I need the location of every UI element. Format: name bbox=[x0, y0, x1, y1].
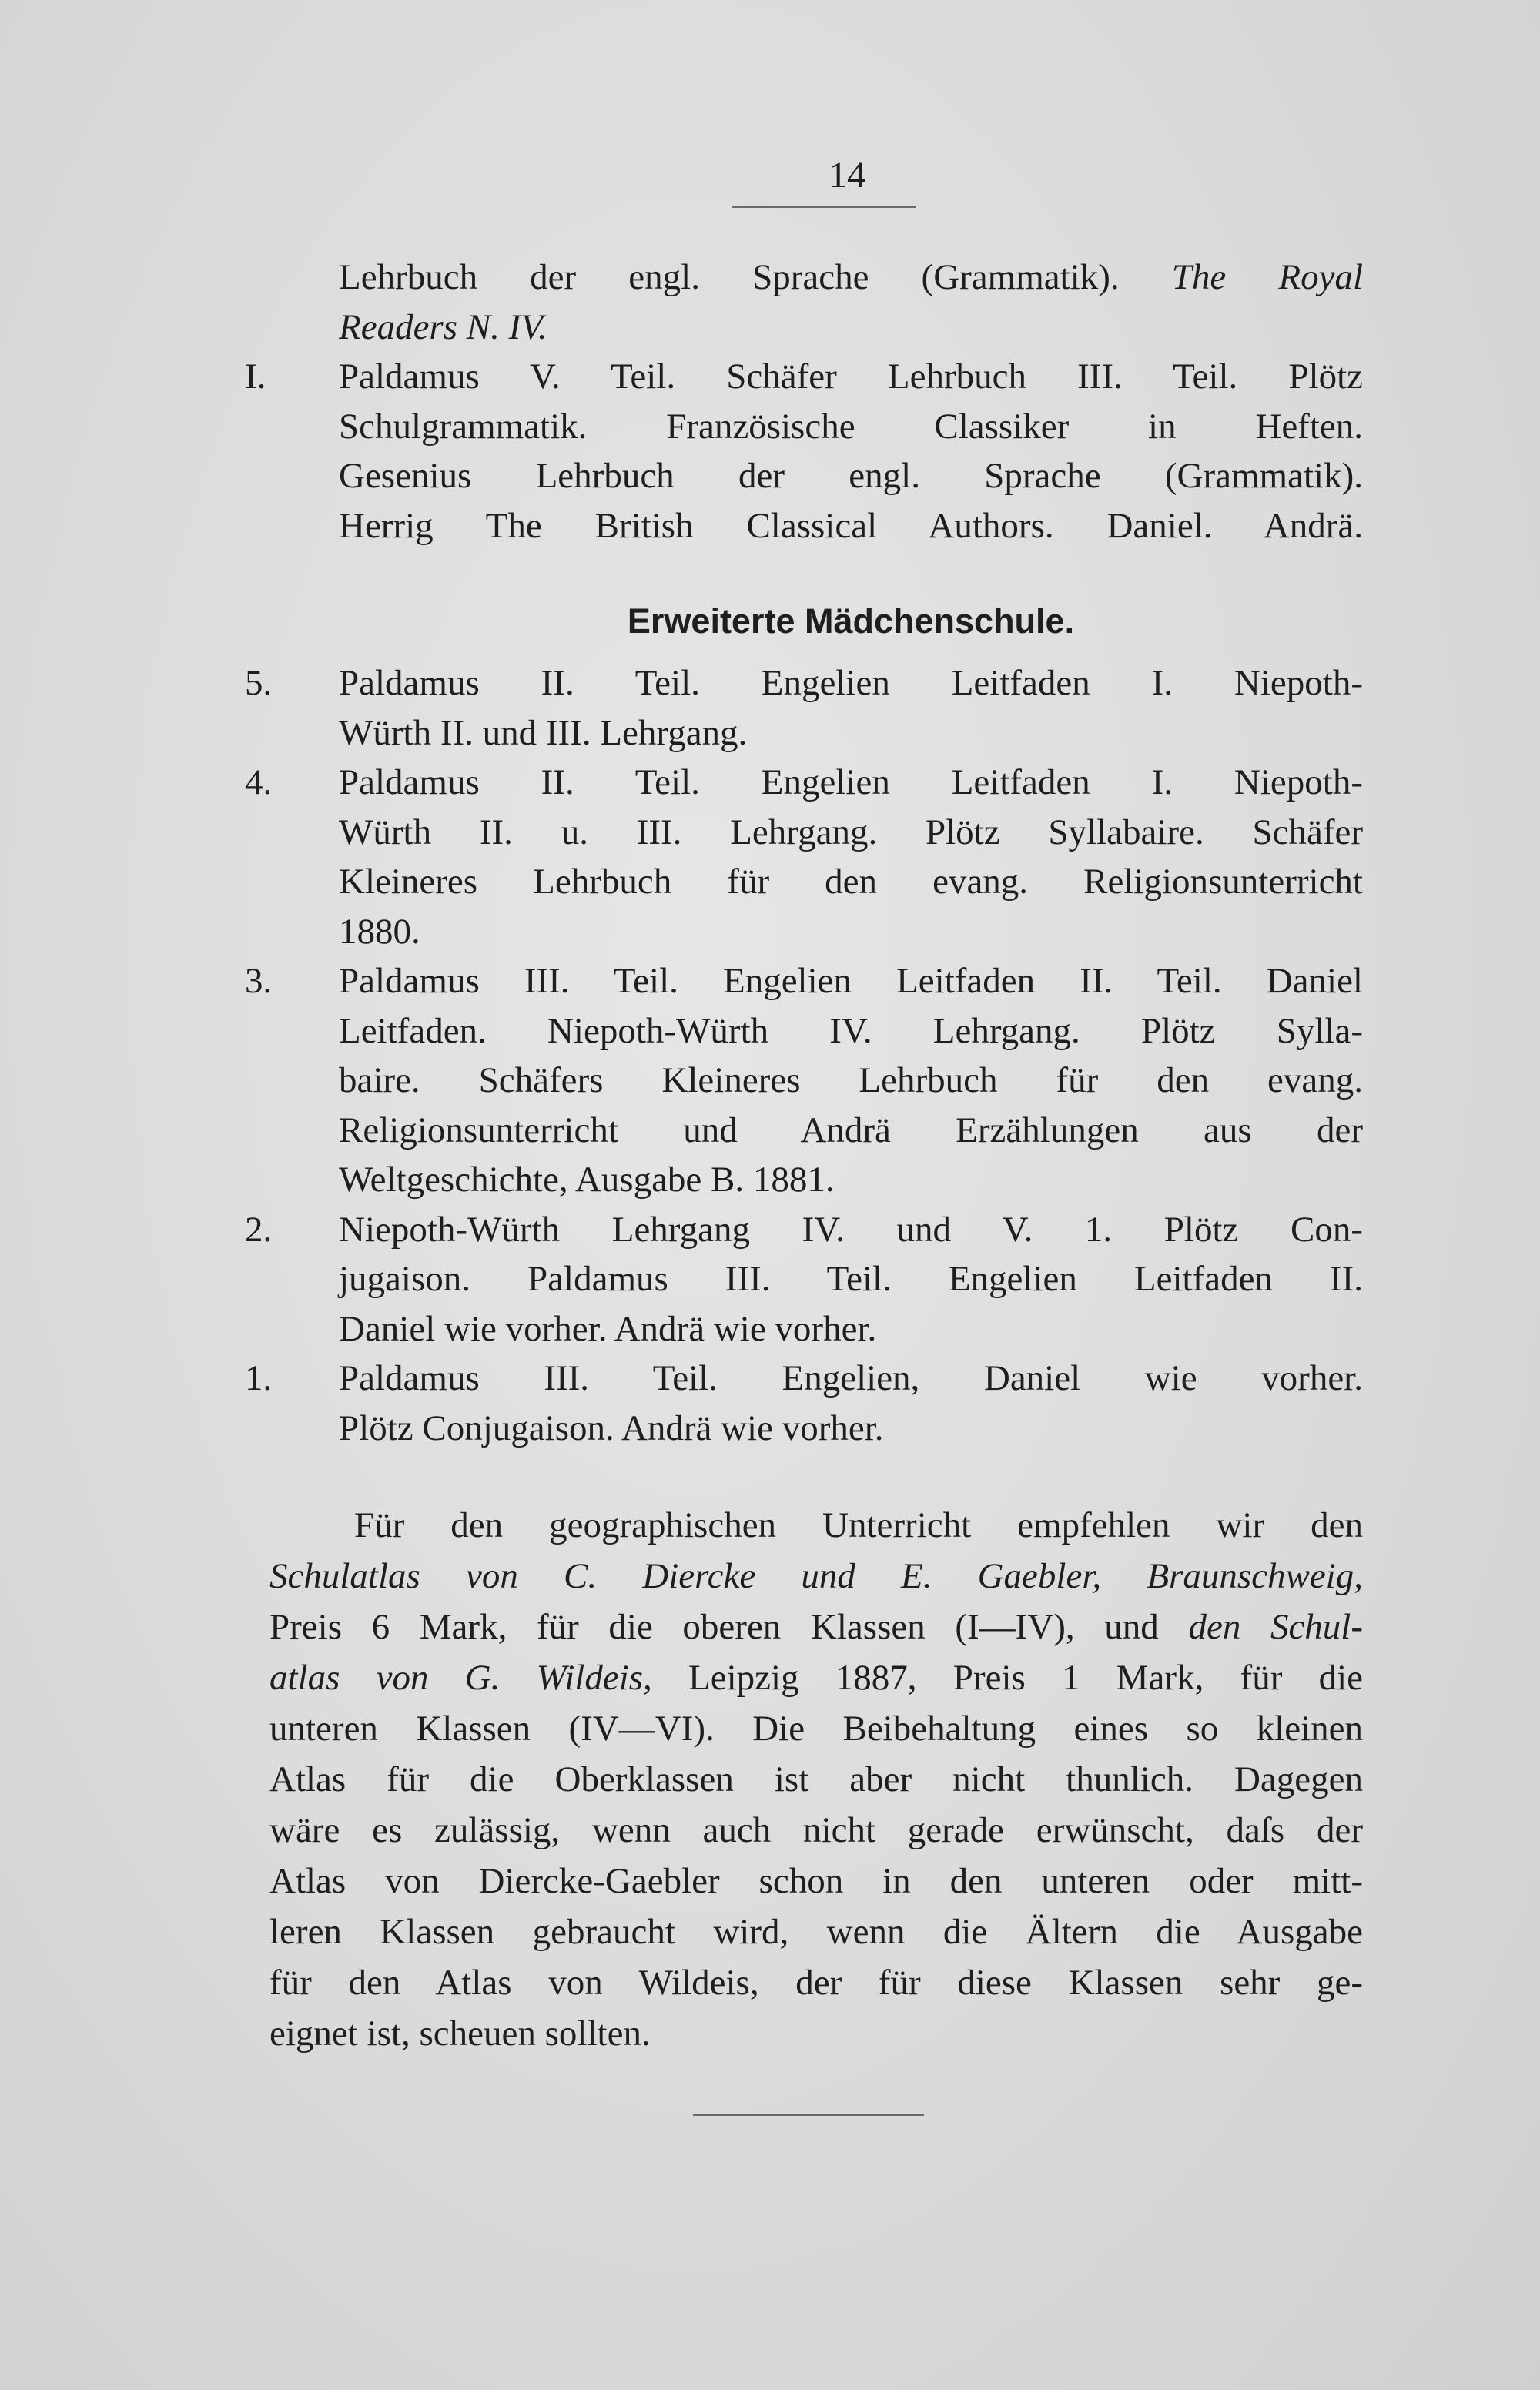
item-number: 4. bbox=[245, 762, 273, 802]
list-item-5 bbox=[245, 658, 1363, 708]
line-text: Paldamus V. Teil. Schäfer Lehrbuch III. Teil. Plötz bbox=[339, 356, 1363, 397]
text-line: Atlas von Diercke-Gaebler schon in den unteren oder mitt- bbox=[270, 1861, 1363, 1901]
text-line: Plötz Conjugaison. Andrä wie vorher. bbox=[339, 1408, 884, 1448]
list-item-I bbox=[245, 352, 1363, 402]
text-line: wäre es zulässig, wenn auch nicht gerade erwünscht, daſs der bbox=[270, 1810, 1363, 1850]
list-item-2 bbox=[245, 1205, 1363, 1255]
line-text: Leipzig 1887, Preis 1 Mark, für die bbox=[688, 1658, 1363, 1698]
line-text: Paldamus II. Teil. Engelien Leitfaden I. Niepoth- bbox=[339, 663, 1363, 703]
text-line: baire. Schäfers Kleineres Lehrbuch für den evang. bbox=[339, 1060, 1363, 1100]
text-line: Würth II. u. III. Lehrgang. Plötz Syllabaire. Schäfer bbox=[339, 812, 1363, 852]
text-line: Religionsunterricht und Andrä Erzählungen aus der bbox=[339, 1110, 1363, 1150]
line-text: Paldamus III. Teil. Engelien, Daniel wie vorher. bbox=[339, 1358, 1363, 1398]
footer-rule bbox=[693, 2114, 924, 2116]
section-heading: Erweiterte Mädchenschule. bbox=[627, 601, 1075, 641]
text-line: Schulatlas von C. Diercke und E. Gaebler, Braunschweig, bbox=[270, 1556, 1363, 1596]
text-line: Gesenius Lehrbuch der engl. Sprache (Grammatik). bbox=[339, 456, 1363, 496]
main-list bbox=[245, 658, 1363, 1453]
text-line: Readers N. IV. bbox=[339, 306, 547, 347]
line-text: Lehrbuch der engl. Sprache (Grammatik). bbox=[339, 257, 1120, 297]
top-list bbox=[245, 253, 1363, 551]
text-line: 1880. bbox=[339, 911, 420, 952]
text-line: leren Klassen gebraucht wird, wenn die Ältern die Ausgabe bbox=[270, 1912, 1363, 1952]
text-line: für den Atlas von Wildeis, der für diese Klassen sehr ge- bbox=[270, 1963, 1363, 2003]
item-number: 2. bbox=[245, 1209, 273, 1250]
text-line: Daniel wie vorher. Andrä wie vorher. bbox=[339, 1308, 877, 1349]
text-line: Kleineres Lehrbuch für den evang. Religionsunterricht bbox=[339, 862, 1363, 902]
line-text: Niepoth-Würth Lehrgang IV. und V. 1. Plötz Con- bbox=[339, 1209, 1363, 1250]
text-line: Herrig The British Classical Authors. Daniel. Andrä. bbox=[339, 505, 1363, 546]
line-text: Paldamus II. Teil. Engelien Leitfaden I. Niepoth- bbox=[339, 762, 1363, 802]
line-text-italic: atlas von G. Wildeis, bbox=[270, 1658, 652, 1698]
list-item-1 bbox=[245, 1354, 1363, 1404]
list-item-3 bbox=[245, 956, 1363, 1006]
page-number: 14 bbox=[829, 155, 865, 196]
text-line: Weltgeschichte, Ausgabe B. 1881. bbox=[339, 1160, 835, 1200]
item-number: 1. bbox=[245, 1358, 273, 1398]
text-line: unteren Klassen (IV—VI). Die Beibehaltung eines so kleinen bbox=[270, 1709, 1363, 1749]
text-line bbox=[270, 1652, 1363, 1703]
item-number: 5. bbox=[245, 663, 273, 703]
text-line: Würth II. und III. Lehrgang. bbox=[339, 712, 748, 753]
geography-paragraph bbox=[270, 1500, 1363, 2059]
text-line bbox=[270, 1602, 1363, 1652]
line-text-italic: den Schul- bbox=[1188, 1607, 1364, 1647]
text-line: Schulgrammatik. Französische Classiker in Heften. bbox=[339, 406, 1363, 447]
item-number: I. bbox=[245, 356, 266, 397]
line-text: Preis 6 Mark, für die oberen Klassen (I—IV), und bbox=[270, 1607, 1159, 1647]
text-line: eignet ist, scheuen sollten. bbox=[270, 2013, 651, 2054]
text-line: jugaison. Paldamus III. Teil. Engelien Leitfaden II. bbox=[339, 1259, 1363, 1299]
text-line: Leitfaden. Niepoth-Würth IV. Lehrgang. Plötz Sylla- bbox=[339, 1010, 1363, 1051]
list-item-4 bbox=[245, 758, 1363, 808]
text-line: Für den geographischen Unterricht empfehlen wir den bbox=[354, 1505, 1363, 1545]
line-text-italic: The Royal bbox=[1171, 257, 1363, 297]
header-rule bbox=[732, 206, 916, 208]
text-line: Atlas für die Oberklassen ist aber nicht thunlich. Dagegen bbox=[270, 1759, 1363, 1799]
item-number: 3. bbox=[245, 961, 273, 1001]
text-line bbox=[339, 253, 1363, 303]
line-text: Paldamus III. Teil. Engelien Leitfaden II. Teil. Daniel bbox=[339, 961, 1363, 1001]
